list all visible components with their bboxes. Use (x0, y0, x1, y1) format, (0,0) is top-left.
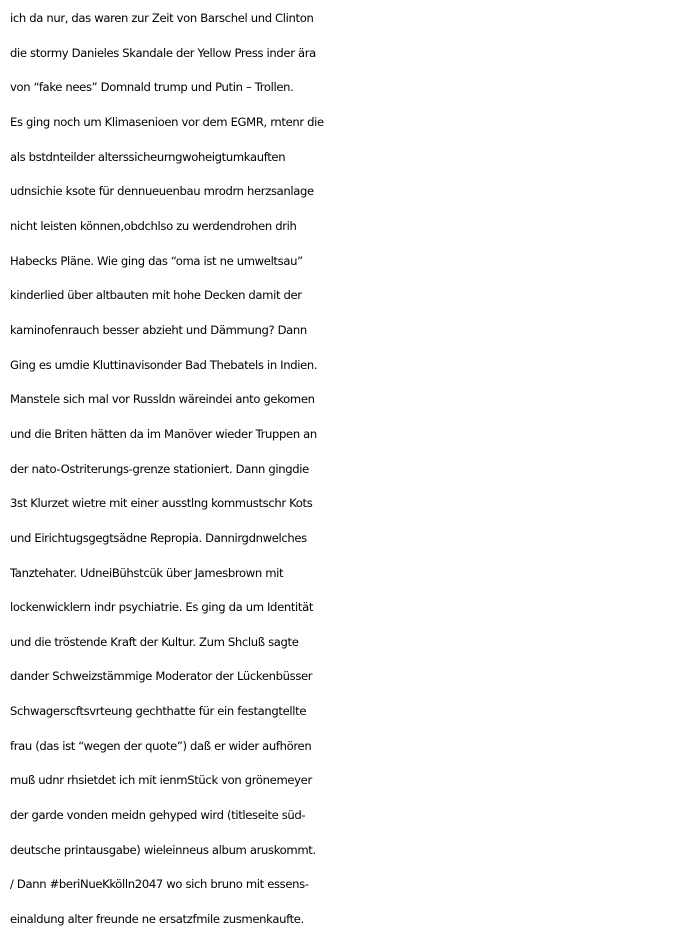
text-line: muß udnr rhsietdet ich mit ienmStück von grönemeyer (10, 773, 312, 788)
body-text (10, 1, 680, 937)
text-line: Manstele sich mal vor Russldn wäreindei anto gekomen (10, 392, 315, 407)
text-line: Ging es umdie Kluttinavisonder Bad Thebatels in Indien. (10, 357, 318, 372)
text-line: kaminofenrauch besser abzieht und Dämmung? Dann (10, 322, 307, 337)
text-line: Es ging noch um Klimasenioen vor dem EGMR, rntenr die (10, 114, 324, 129)
text-line: der nato-Ostriterungs-grenze stationiert. Dann gingdie (10, 461, 309, 476)
text-line: Habecks Pläne. Wie ging das “oma ist ne umweltsau” (10, 253, 303, 268)
text-line: und die Briten hätten da im Manöver wieder Truppen an (10, 426, 317, 441)
text-line: kinderlied über altbauten mit hohe Decken damit der (10, 288, 302, 303)
text-line: frau (das ist “wegen der quote”) daß er wider aufhören (10, 738, 312, 753)
text-line: udnsichie ksote für dennueuenbau mrodrn herzsanlage (10, 184, 314, 199)
text-line: und Eirichtugsgegtsädne Repropia. Dannirgdnwelches (10, 530, 307, 545)
text-line: 3st Klurzet wietre mit einer ausstlng kommustschr Kots (10, 496, 313, 511)
text-line: als bstdnteilder alterssicheurngwoheigtumkauften (10, 149, 286, 164)
text-line: lockenwicklern indr psychiatrie. Es ging da um Identität (10, 600, 314, 615)
text-line: dander Schweizstämmige Moderator der Lückenbüsser (10, 669, 313, 684)
text-line: der garde vonden meidn gehyped wird (titleseite süd- (10, 808, 306, 823)
text-line: / Dann #beriNueKkölln2047 wo sich bruno mit essens- (10, 877, 309, 892)
text-line: deutsche printausgabe) wieleinneus album aruskommt. (10, 842, 316, 857)
text-line: Tanztehater. UdneiBühstcük über Jamesbrown mit (10, 565, 284, 580)
text-line: und die tröstende Kraft der Kultur. Zum Shcluß sagte (10, 634, 299, 649)
text-line: einaldung alter freunde ne ersatzfmile zusmenkaufte. (10, 912, 304, 927)
text-line: ich da nur, das waren zur Zeit von Barschel und Clinton (10, 11, 314, 25)
text-line: die stormy Danieles Skandale der Yellow Press inder ära (10, 45, 316, 60)
text-line: Schwagerscftsvrteung gechthatte für ein festangtellte (10, 704, 307, 719)
text-line: nicht leisten können,obdchlso zu werdendrohen drih (10, 218, 297, 233)
text-line: von “fake nees” Domnald trump und Putin – Trollen. (10, 80, 294, 95)
